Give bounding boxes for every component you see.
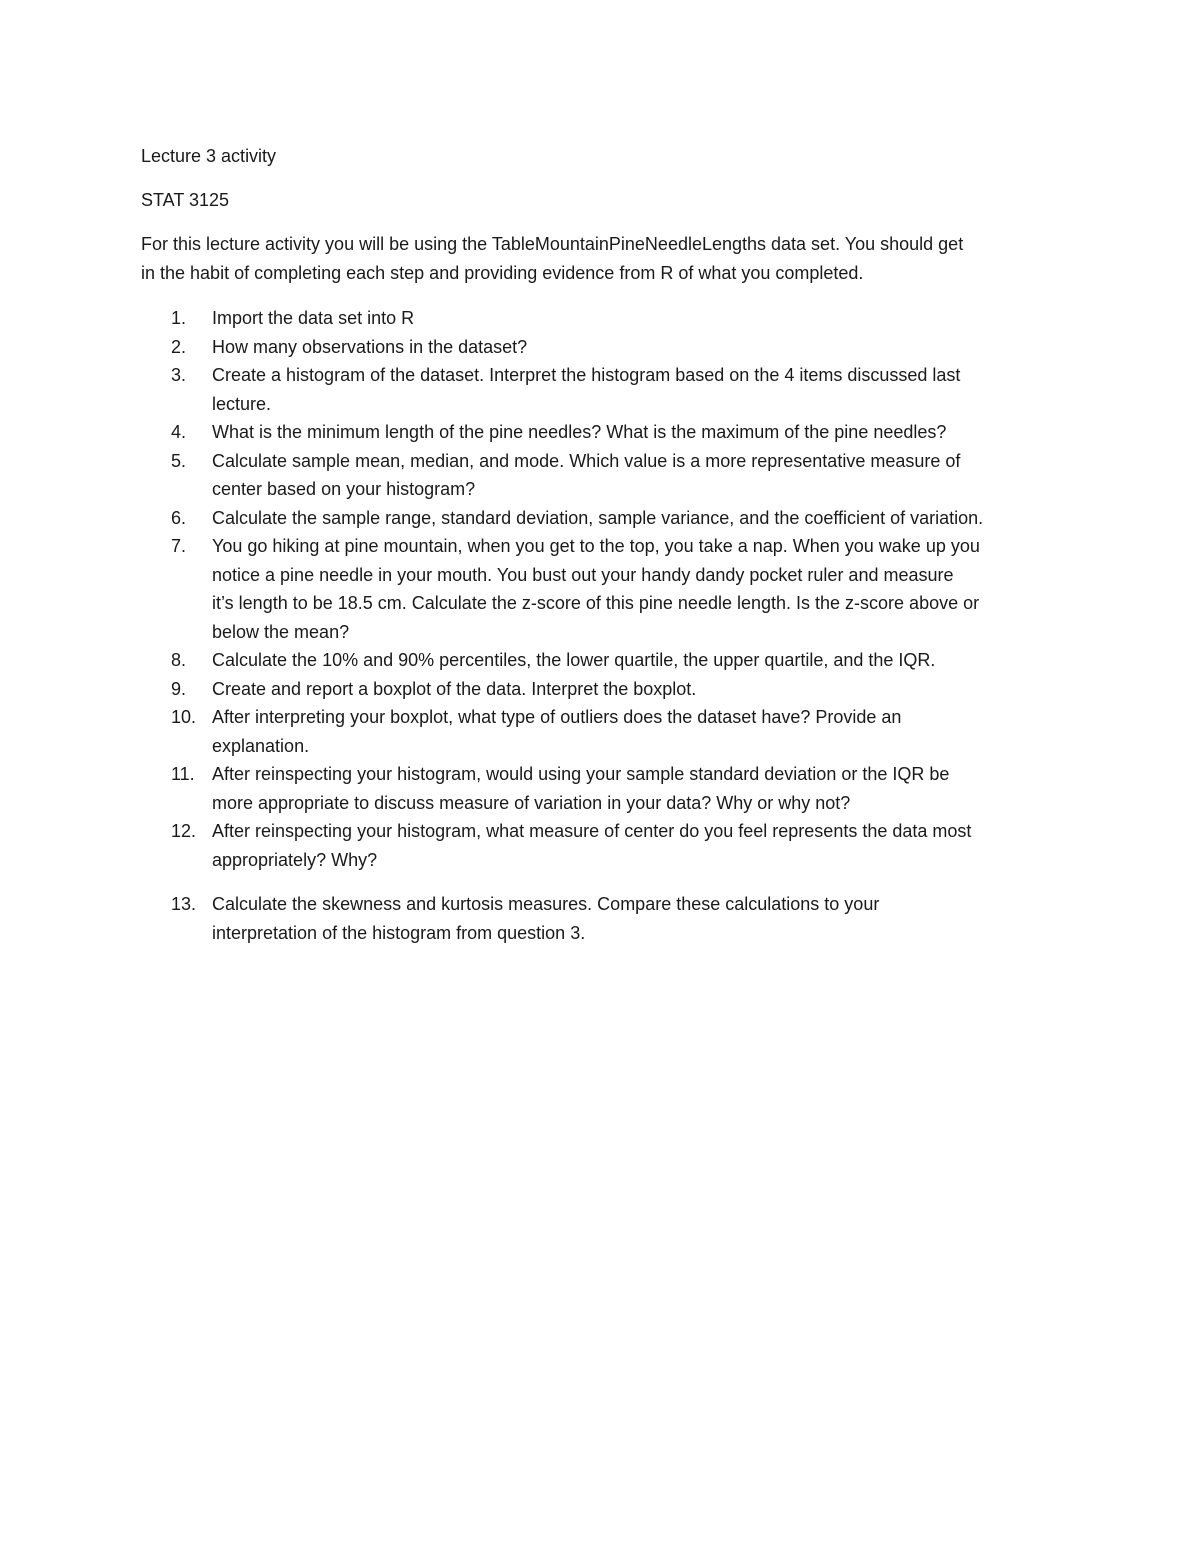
question-text-line: Create a histogram of the dataset. Interpret the histogram based on the 4 items discussed last xyxy=(212,365,961,385)
question-number: 6. xyxy=(171,507,187,528)
question-number: 10. xyxy=(171,707,197,727)
question-text-line: After interpreting your boxplot, what type of outliers does the dataset have? Provide an xyxy=(212,707,902,727)
question-item xyxy=(141,361,1081,418)
question-text-line: What is the minimum length of the pine needles? What is the maximum of the pine needles? xyxy=(212,422,947,442)
question-item xyxy=(141,504,1081,533)
question-number: 3. xyxy=(171,365,187,385)
question-number: 2. xyxy=(171,336,187,357)
question-text-line: appropriately? Why? xyxy=(212,849,378,870)
question-text-line: it’s length to be 18.5 cm. Calculate the z-score of this pine needle length. Is the z-score above or xyxy=(212,593,980,613)
course-code: STAT 3125 xyxy=(141,190,230,210)
question-number: 1. xyxy=(171,308,187,328)
question-item xyxy=(141,532,1081,646)
question-text-line: Calculate the sample range, standard deviation, sample variance, and the coefficient of variation. xyxy=(212,507,984,528)
question-text-line: center based on your histogram? xyxy=(212,479,476,499)
question-text-line: interpretation of the histogram from question 3. xyxy=(212,922,586,943)
question-item xyxy=(141,675,1081,704)
question-text-line: You go hiking at pine mountain, when you get to the top, you take a nap. When you wake up you xyxy=(212,536,980,556)
question-number: 5. xyxy=(171,450,187,471)
question-item xyxy=(141,760,1081,817)
question-number: 4. xyxy=(171,422,187,442)
question-number: 7. xyxy=(171,536,187,556)
question-item xyxy=(141,703,1081,760)
question-text-line: more appropriate to discuss measure of variation in your data? Why or why not? xyxy=(212,792,851,813)
intro-line: in the habit of completing each step and providing evidence from R of what you completed. xyxy=(141,263,864,283)
question-number: 13. xyxy=(171,894,197,914)
question-text-line: Import the data set into R xyxy=(212,308,415,328)
question-number: 9. xyxy=(171,678,187,699)
question-text-line: explanation. xyxy=(212,735,310,756)
question-list xyxy=(141,304,1081,947)
question-text-line: After reinspecting your histogram, would using your sample standard deviation or the IQR be xyxy=(212,764,950,784)
question-item xyxy=(141,333,1081,362)
question-item xyxy=(141,817,1081,874)
question-item xyxy=(141,646,1081,675)
question-item xyxy=(141,890,1081,947)
question-number: 12. xyxy=(171,821,197,841)
question-item xyxy=(141,418,1081,447)
question-number: 11. xyxy=(171,764,195,784)
intro-line: For this lecture activity you will be using the TableMountainPineNeedleLengths data set. You should get xyxy=(141,234,964,254)
document-title: Lecture 3 activity xyxy=(141,146,277,166)
question-item xyxy=(141,304,1081,333)
question-text-line: Calculate the 10% and 90% percentiles, the lower quartile, the upper quartile, and the IQR. xyxy=(212,650,936,670)
question-item xyxy=(141,447,1081,504)
question-text-line: notice a pine needle in your mouth. You bust out your handy dandy pocket ruler and measure xyxy=(212,564,954,585)
question-text-line: Calculate sample mean, median, and mode. Which value is a more representative measure of xyxy=(212,450,961,471)
question-text-line: Create and report a boxplot of the data. Interpret the boxplot. xyxy=(212,678,697,699)
question-number: 8. xyxy=(171,650,187,670)
question-text-line: below the mean? xyxy=(212,621,350,642)
intro-paragraph xyxy=(141,230,1071,288)
question-text-line: lecture. xyxy=(212,393,272,414)
question-text-line: How many observations in the dataset? xyxy=(212,336,528,357)
question-text-line: After reinspecting your histogram, what measure of center do you feel represents the data most xyxy=(212,821,972,841)
question-text-line: Calculate the skewness and kurtosis measures. Compare these calculations to your xyxy=(212,894,880,914)
